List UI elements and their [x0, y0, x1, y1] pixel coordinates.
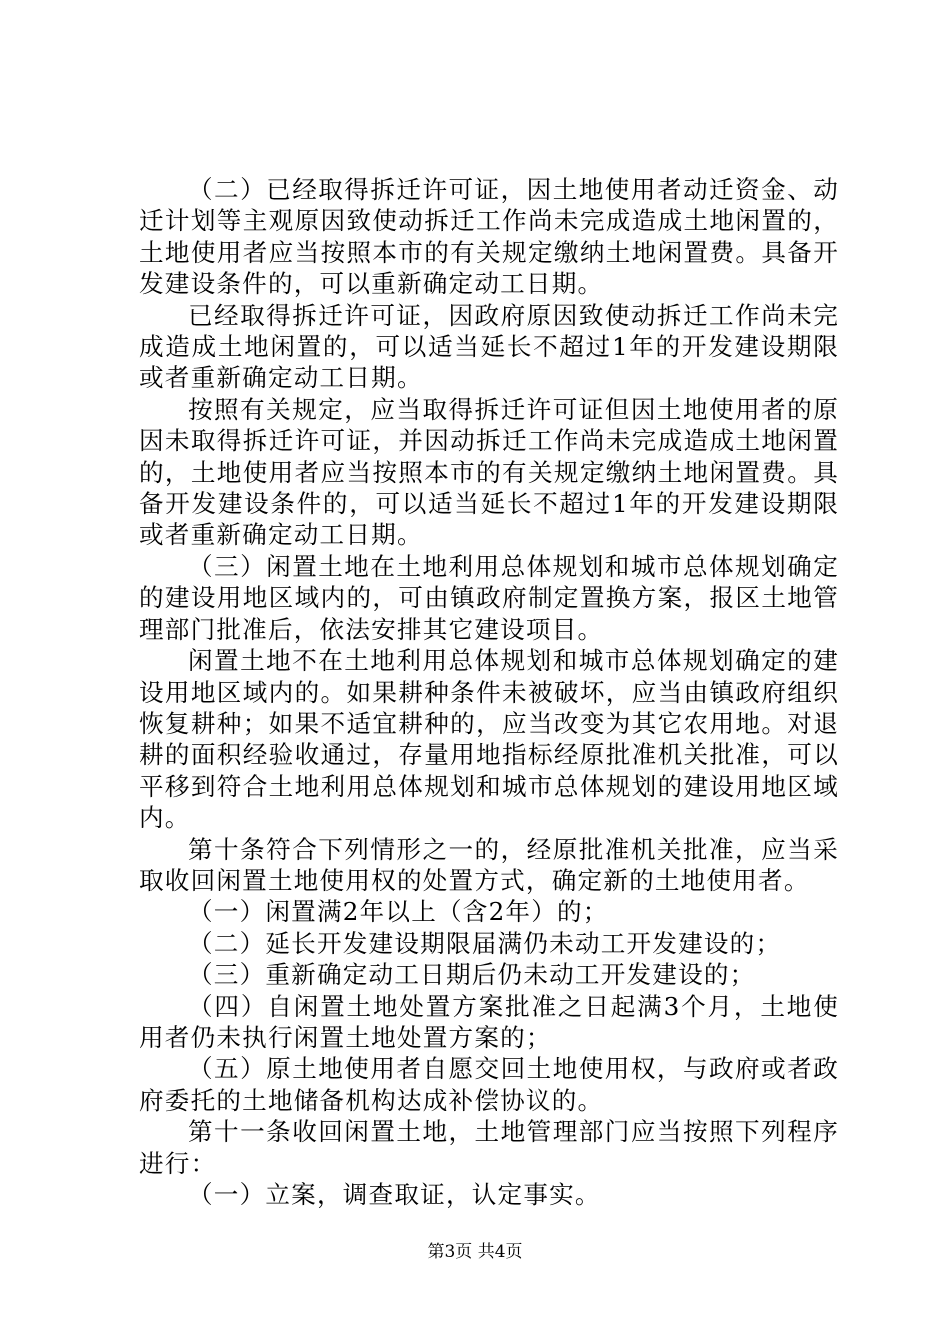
- paragraph-2: 已经取得拆迁许可证，因政府原因致使动拆迁工作尚未完成造成土地闲置的，可以适当延长不超过1年的开发建设期限或者重新确定动工日期。: [139, 300, 839, 393]
- paragraph-7: 第十一条收回闲置土地，土地管理部门应当按照下列程序进行：: [139, 1117, 839, 1178]
- list-item-2: （二）延长开发建设期限届满仍未动工开发建设的；: [188, 928, 782, 958]
- list-item-5: （五）原土地使用者自愿交回土地使用权，与政府或者政府委托的土地储备机构达成补偿协议的。: [139, 1054, 839, 1115]
- paragraph-1: （二）已经取得拆迁许可证，因土地使用者动迁资金、动迁计划等主观原因致使动拆迁工作尚未完成造成土地闲置的，土地使用者应当按照本市的有关规定缴纳土地闲置费。具备开发建设条件的，可以重新确定动工日期。: [139, 175, 839, 299]
- list-item-6: （一）立案，调查取证，认定事实。: [188, 1180, 601, 1209]
- page-number-footer: 第3页 共4页: [427, 1242, 523, 1262]
- document-body: [139, 174, 839, 1210]
- paragraph-6: 第十条符合下列情形之一的，经原批准机关批准，应当采取收回闲置土地使用权的处置方式，确定新的土地使用者。: [139, 834, 839, 895]
- list-item-3: （三）重新确定动工日期后仍未动工开发建设的；: [188, 960, 756, 990]
- list-item-4: （四）自闲置土地处置方案批准之日起满3个月，土地使用者仍未执行闲置土地处置方案的；: [139, 991, 839, 1052]
- paragraph-5: 闲置土地不在土地利用总体规划和城市总体规划确定的建设用地区域内的。如果耕种条件未被破坏，应当由镇政府组织恢复耕种；如果不适宜耕种的，应当改变为其它农用地。对退耕的面积经验收通过，存量用地指标经原批准机关批准，可以平移到符合土地利用总体规划和城市总体规划的建设用地区域内。: [139, 646, 839, 833]
- paragraph-4: （三）闲置土地在土地利用总体规划和城市总体规划确定的建设用地区域内的，可由镇政府制定置换方案，报区土地管理部门批准后，依法安排其它建设项目。: [139, 551, 839, 644]
- list-item-1: （一）闲置满2年以上（含2年）的；: [188, 897, 609, 927]
- paragraph-3: 按照有关规定，应当取得拆迁许可证但因土地使用者的原因未取得拆迁许可证，并因动拆迁工作尚未完成造成土地闲置的，土地使用者应当按照本市的有关规定缴纳土地闲置费。具备开发建设条件的，可以适当延长不超过1年的开发建设期限或者重新确定动工日期。: [139, 394, 839, 550]
